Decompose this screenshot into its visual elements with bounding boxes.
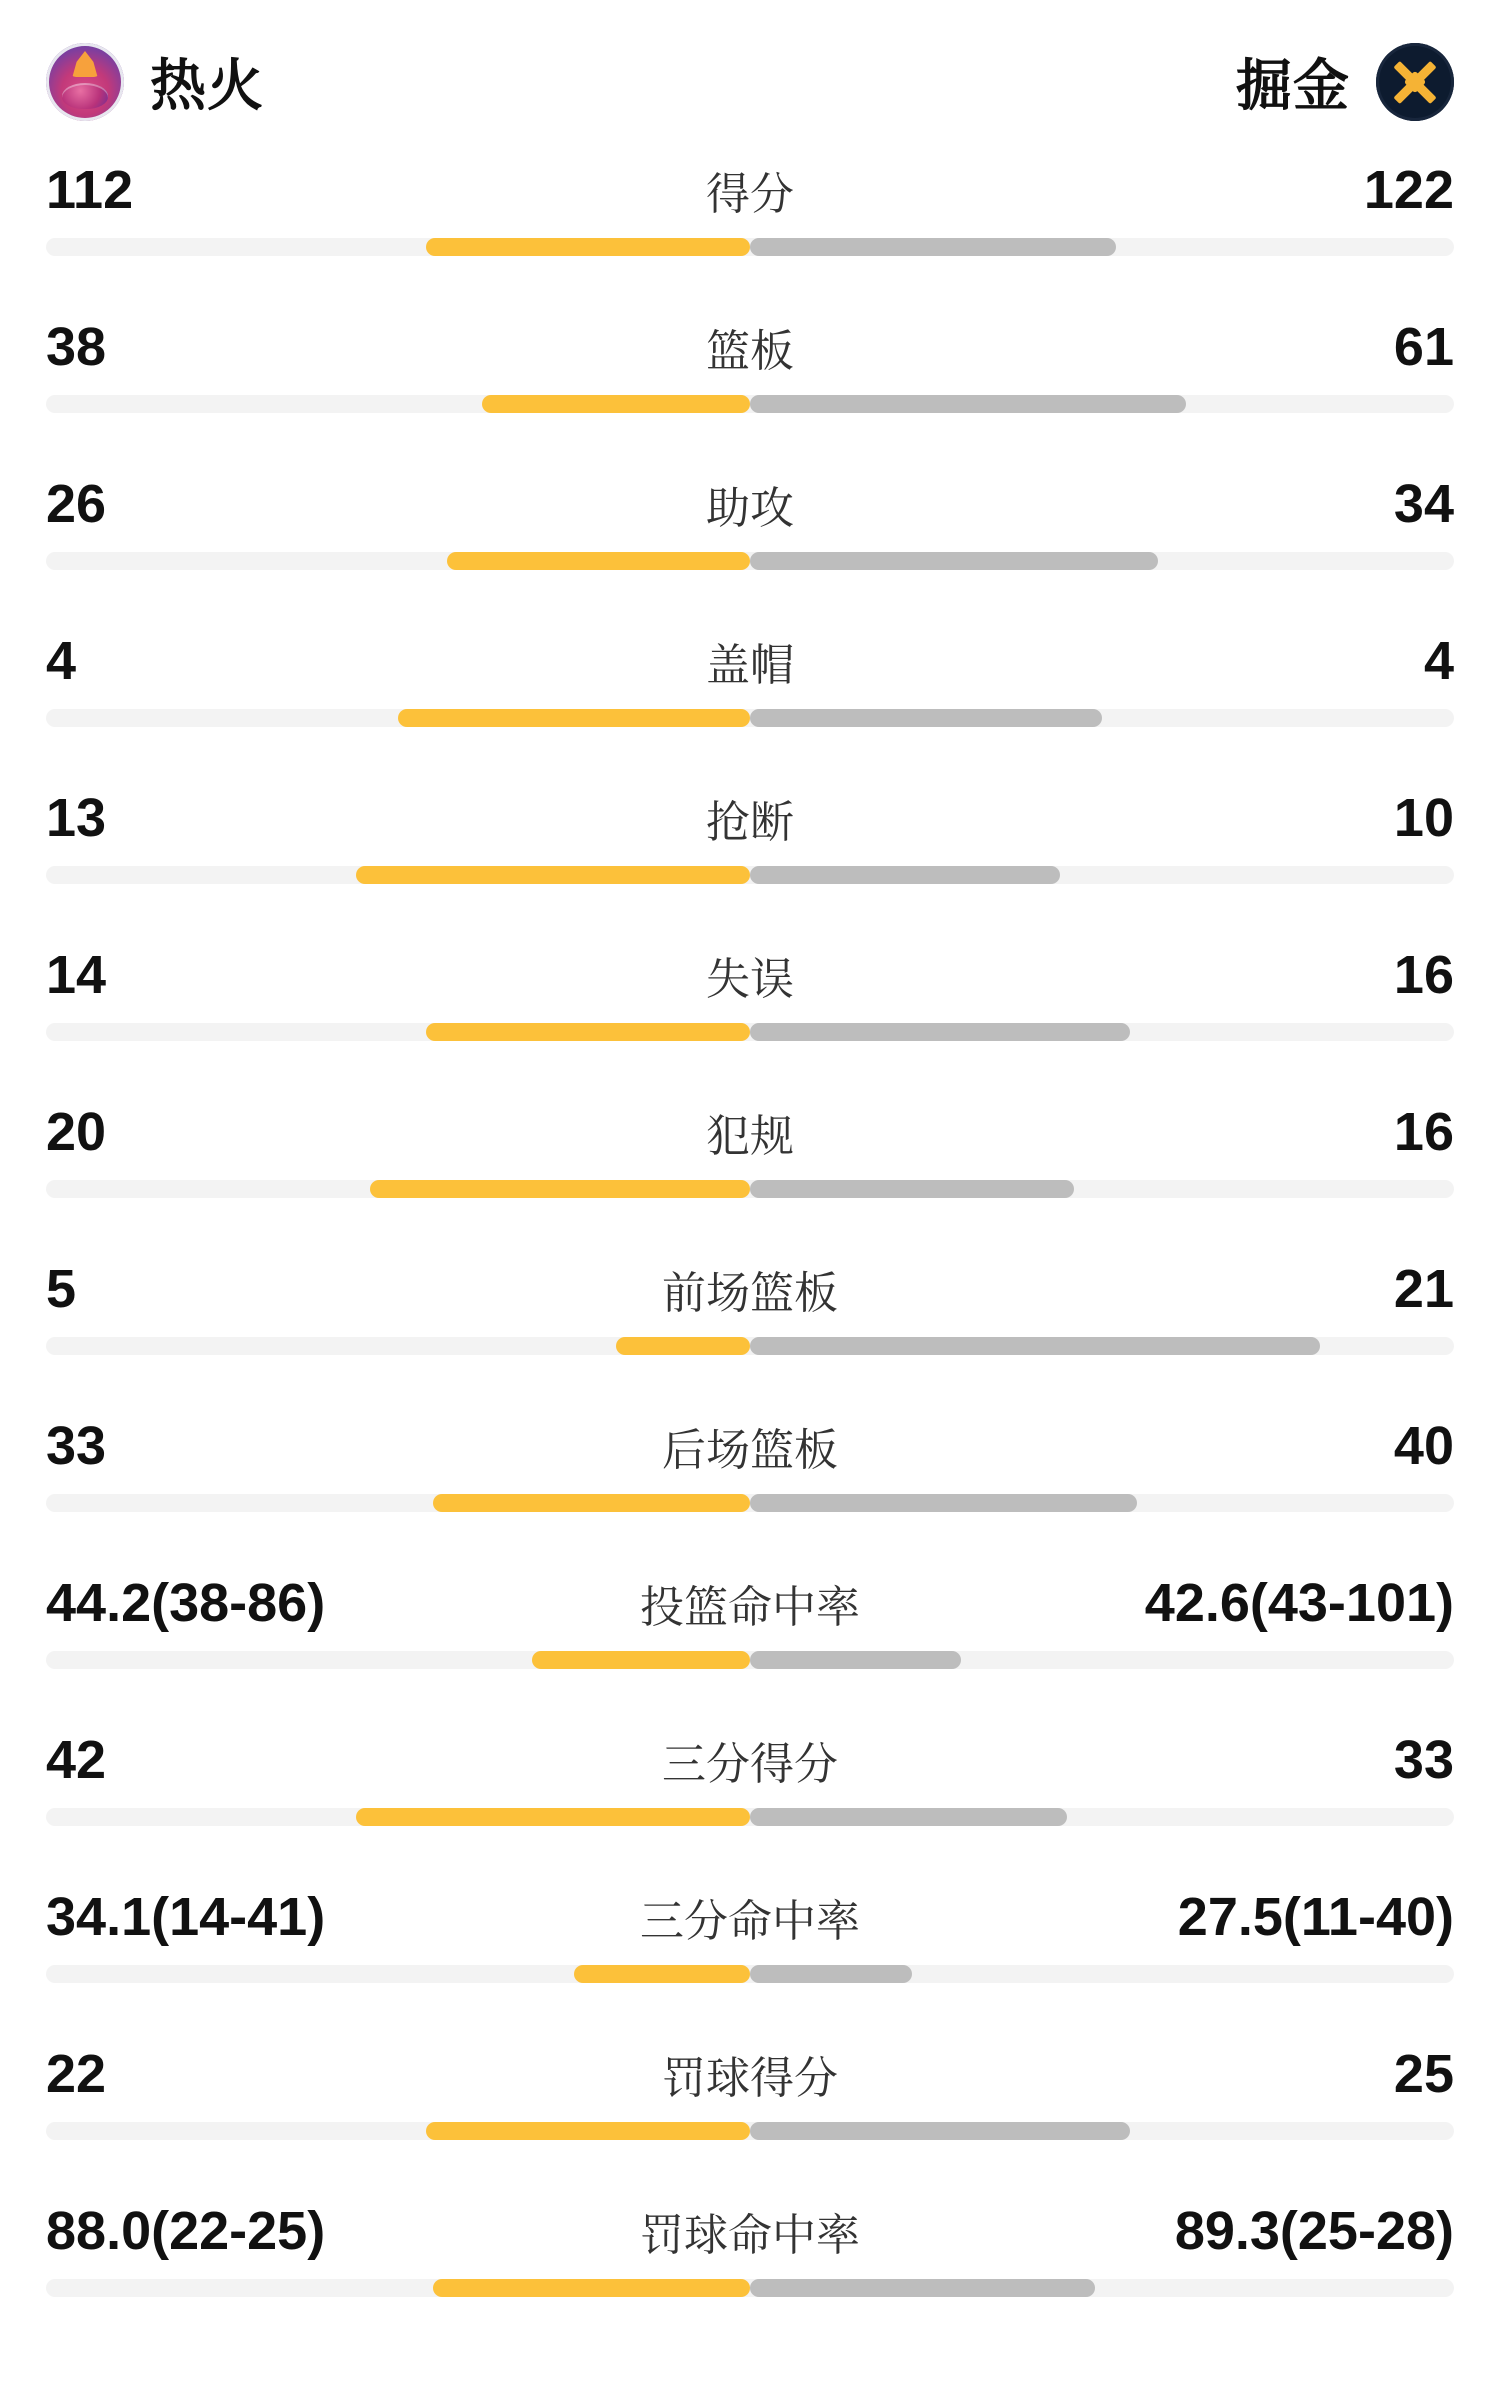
stat-row — [46, 1400, 1454, 1557]
stat-bar-right — [750, 2122, 1130, 2140]
stat-value-right: 42.6(43-101) — [1144, 1573, 1454, 1633]
stat-bar-right — [750, 395, 1186, 413]
right-team — [1236, 42, 1454, 122]
stat-bar-left — [532, 1651, 750, 1669]
stat-row — [46, 458, 1454, 615]
stat-bar-track — [46, 1494, 1454, 1512]
stat-bar-track — [46, 1965, 1454, 1983]
stat-row — [46, 929, 1454, 1086]
stat-row — [46, 2185, 1454, 2342]
stat-bar-left — [433, 1494, 750, 1512]
stat-bar-right — [750, 866, 1060, 884]
stat-value-left: 42 — [46, 1730, 107, 1790]
stat-bar-track — [46, 866, 1454, 884]
stat-bar-track — [46, 1337, 1454, 1355]
stat-bar-left — [426, 1023, 750, 1041]
stat-bar-right — [750, 2279, 1095, 2297]
stat-value-right: 25 — [1393, 2044, 1454, 2104]
stat-bar-track — [46, 2279, 1454, 2297]
heat-logo-icon — [46, 43, 124, 121]
stat-label: 犯规 — [706, 1112, 794, 1161]
stat-label: 盖帽 — [706, 641, 794, 690]
stat-label: 前场篮板 — [662, 1269, 838, 1318]
stat-value-right: 21 — [1393, 1259, 1454, 1319]
stat-bar-left — [616, 1337, 750, 1355]
stat-bar-left — [482, 395, 750, 413]
stat-value-right: 61 — [1393, 317, 1454, 377]
stat-value-right: 16 — [1393, 945, 1454, 1005]
nuggets-logo-icon — [1376, 43, 1454, 121]
stat-value-left: 5 — [46, 1259, 77, 1319]
stat-bar-left — [426, 238, 750, 256]
stat-row — [46, 615, 1454, 772]
stat-value-right: 89.3(25-28) — [1174, 2201, 1454, 2261]
stat-row — [46, 1086, 1454, 1243]
stat-label: 投篮命中率 — [640, 1583, 860, 1632]
stat-value-left: 22 — [46, 2044, 107, 2104]
stat-label: 罚球得分 — [662, 2054, 838, 2103]
stat-value-left: 88.0(22-25) — [46, 2201, 326, 2261]
stat-bar-right — [750, 1494, 1137, 1512]
stat-label: 助攻 — [706, 484, 794, 533]
stat-bar-left — [356, 1808, 750, 1826]
stat-bar-track — [46, 552, 1454, 570]
stat-row — [46, 772, 1454, 929]
stat-bar-right — [750, 238, 1116, 256]
stat-rows — [46, 144, 1454, 2342]
stat-value-right: 4 — [1423, 631, 1454, 691]
stat-label: 得分 — [706, 170, 794, 219]
stat-label: 抢断 — [706, 798, 794, 847]
stat-bar-right — [750, 1180, 1074, 1198]
stat-bar-track — [46, 1651, 1454, 1669]
stat-value-right: 10 — [1393, 788, 1454, 848]
stat-value-right: 40 — [1393, 1416, 1454, 1476]
stat-value-left: 20 — [46, 1102, 107, 1162]
stat-bar-right — [750, 1808, 1067, 1826]
stat-label: 后场篮板 — [662, 1426, 838, 1475]
stat-bar-left — [433, 2279, 750, 2297]
stat-bar-track — [46, 1023, 1454, 1041]
stat-row — [46, 1714, 1454, 1871]
stat-value-right: 34 — [1393, 474, 1454, 534]
stat-bar-track — [46, 2122, 1454, 2140]
stat-value-right: 122 — [1363, 160, 1454, 220]
stat-bar-track — [46, 395, 1454, 413]
right-team-name: 掘金 — [1236, 54, 1350, 117]
stat-value-right: 33 — [1393, 1730, 1454, 1790]
stat-bar-right — [750, 1023, 1130, 1041]
stat-bar-right — [750, 709, 1102, 727]
stat-value-left: 13 — [46, 788, 107, 848]
stat-label: 失误 — [706, 955, 794, 1004]
stat-bar-right — [750, 1965, 912, 1983]
stat-row — [46, 1557, 1454, 1714]
left-team-name: 热火 — [150, 54, 264, 117]
stat-bar-left — [426, 2122, 750, 2140]
stat-label: 罚球命中率 — [640, 2211, 860, 2260]
stat-label: 三分得分 — [662, 1740, 838, 1789]
stat-row — [46, 144, 1454, 301]
stat-bar-right — [750, 1337, 1320, 1355]
stat-row — [46, 301, 1454, 458]
stat-label: 三分命中率 — [640, 1897, 860, 1946]
stat-bar-left — [574, 1965, 750, 1983]
stat-bar-left — [398, 709, 750, 727]
stat-row — [46, 1243, 1454, 1400]
stat-row — [46, 1871, 1454, 2028]
stat-value-left: 34.1(14-41) — [46, 1887, 326, 1947]
stat-value-right: 27.5(11-40) — [1177, 1887, 1454, 1947]
stat-value-left: 44.2(38-86) — [46, 1573, 326, 1633]
stat-bar-left — [370, 1180, 750, 1198]
left-team — [46, 42, 264, 122]
stat-bar-track — [46, 238, 1454, 256]
stat-row — [46, 2028, 1454, 2185]
stat-bar-track — [46, 1808, 1454, 1826]
stat-bar-track — [46, 709, 1454, 727]
stat-value-left: 38 — [46, 317, 107, 377]
stat-bar-track — [46, 1180, 1454, 1198]
stat-bar-left — [447, 552, 750, 570]
header — [46, 26, 1454, 138]
stat-value-left: 4 — [46, 631, 77, 691]
stat-value-left: 14 — [46, 945, 107, 1005]
stat-value-left: 33 — [46, 1416, 107, 1476]
stat-value-left: 26 — [46, 474, 107, 534]
stat-value-left: 112 — [46, 160, 134, 220]
stat-bar-right — [750, 1651, 961, 1669]
stat-value-right: 16 — [1393, 1102, 1454, 1162]
stat-bar-left — [356, 866, 750, 884]
stat-label: 篮板 — [706, 327, 794, 376]
stat-bar-right — [750, 552, 1158, 570]
